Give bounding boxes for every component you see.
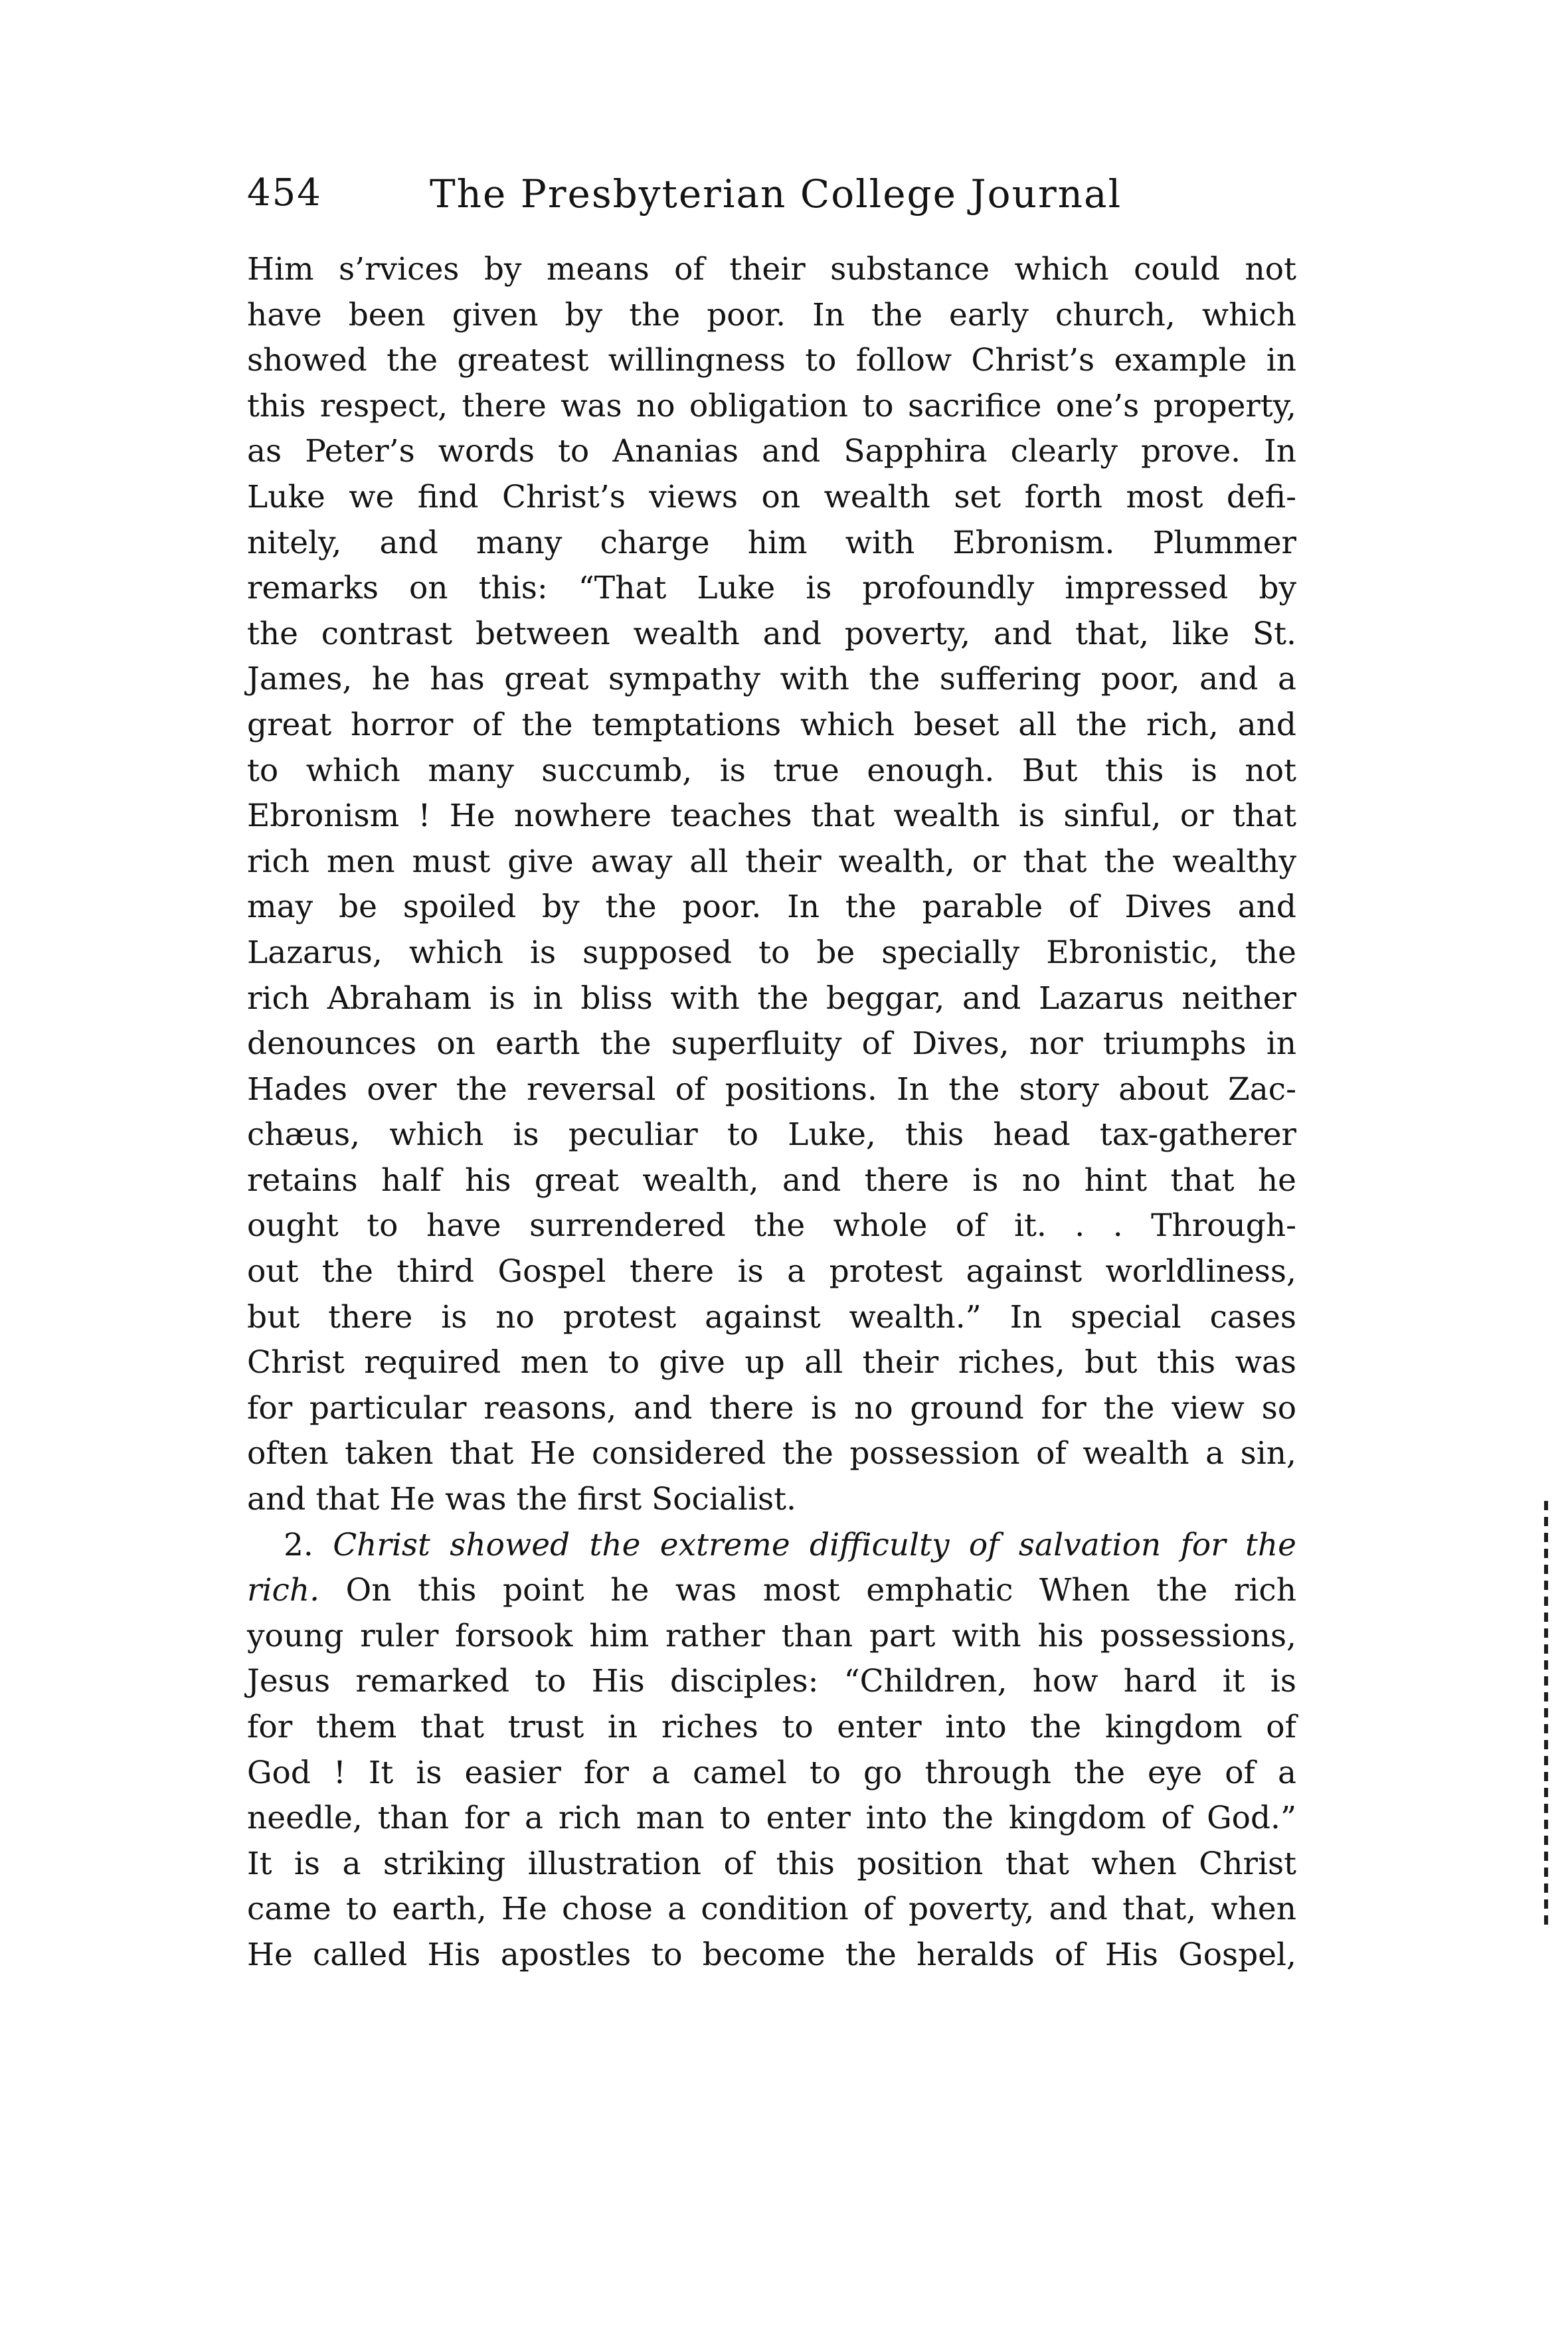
text-line: Christ required men to give up all their riches, but this was [247, 1344, 1296, 1381]
page-number: 454 [247, 171, 322, 215]
text-line: Hades over the reversal of positions. In the story about Zac- [247, 1071, 1296, 1108]
text-line: James, he has great sympathy with the suffering poor, and a [247, 661, 1296, 698]
text-line: but there is no protest against wealth.” In special cases [247, 1298, 1296, 1336]
text-line: this respect, there was no obligation to sacrifice one’s property, [247, 387, 1296, 424]
scan-edge-mark [1544, 1501, 1548, 1926]
text-line: retains half his great wealth, and there is no hint that he [247, 1162, 1296, 1199]
text-line: needle, than for a rich man to enter into the kingdom of God.” [247, 1800, 1296, 1837]
text-line: came to earth, He chose a condition of poverty, and that, when [247, 1891, 1296, 1928]
body-text [247, 247, 1296, 1978]
text-line: and that He was the first Socialist. [247, 1481, 796, 1518]
text-line: to which many succumb, is true enough. But this is not [247, 752, 1296, 789]
text-line: Ebronism ! He nowhere teaches that wealth is sinful, or that [247, 798, 1296, 835]
text-line: as Peter’s words to Ananias and Sapphira clearly prove. In [247, 433, 1296, 470]
text-line: showed the greatest willingness to follow Christ’s example in [247, 342, 1296, 379]
page-header [247, 171, 1144, 231]
text-line: Him s’rvices by means of their substance which could not [247, 251, 1296, 288]
text-line: great horror of the temptations which beset all the rich, and [247, 706, 1296, 743]
text-line: for them that trust in riches to enter into the kingdom of [247, 1709, 1296, 1745]
text-line: Luke we find Christ’s views on wealth set forth most defi- [247, 478, 1296, 515]
text-line: rich men must give away all their wealth, or that the wealthy [247, 843, 1296, 880]
text-line: chæus, which is peculiar to Luke, this head tax-gatherer [247, 1116, 1296, 1154]
text-line: He called His apostles to become the heralds of His Gospel, [247, 1936, 1296, 1973]
section-heading-line [247, 1523, 1296, 1569]
text-line: rich Abraham is in bliss with the beggar, and Lazarus neither [247, 980, 1296, 1017]
text-line: young ruler forsook him rather than part with his possessions, [247, 1617, 1296, 1654]
text-line: out the third Gospel there is a protest against worldliness, [247, 1253, 1296, 1290]
section-heading-italic: Christ showed the extreme difficulty of salvation for the [333, 1526, 1296, 1563]
text-line: remarks on this: “That Luke is profoundly impressed by [247, 570, 1296, 607]
text-line: may be spoiled by the poor. In the parable of Dives and [247, 889, 1296, 926]
text-line: for particular reasons, and there is no ground for the view so [247, 1389, 1296, 1427]
section-text: On this point he was most emphatic When the rich [345, 1572, 1296, 1609]
text-line: the contrast between wealth and poverty, and that, like St. [247, 615, 1296, 652]
text-line: God ! It is easier for a camel to go through the eye of a [247, 1754, 1296, 1791]
text-line: denounces on earth the superfluity of Dives, nor triumphs in [247, 1025, 1296, 1063]
running-title: The Presbyterian College Journal [430, 171, 1122, 217]
text-line: It is a striking illustration of this position that when Christ [247, 1845, 1296, 1882]
section-heading-line-2 [247, 1568, 1296, 1614]
text-line: Jesus remarked to His disciples: “Children, how hard it is [247, 1663, 1296, 1700]
text-line: often taken that He considered the possession of wealth a sin, [247, 1435, 1296, 1472]
text-line: nitely, and many charge him with Ebronism. Plummer [247, 524, 1296, 561]
text-line: Lazarus, which is supposed to be specially Ebronistic, the [247, 934, 1296, 971]
section-heading-italic-end: rich. [247, 1572, 320, 1609]
text-line: have been given by the poor. In the early church, which [247, 296, 1296, 333]
section-number: 2. [284, 1526, 313, 1563]
text-line: ought to have surrendered the whole of it. . . Through- [247, 1207, 1296, 1245]
